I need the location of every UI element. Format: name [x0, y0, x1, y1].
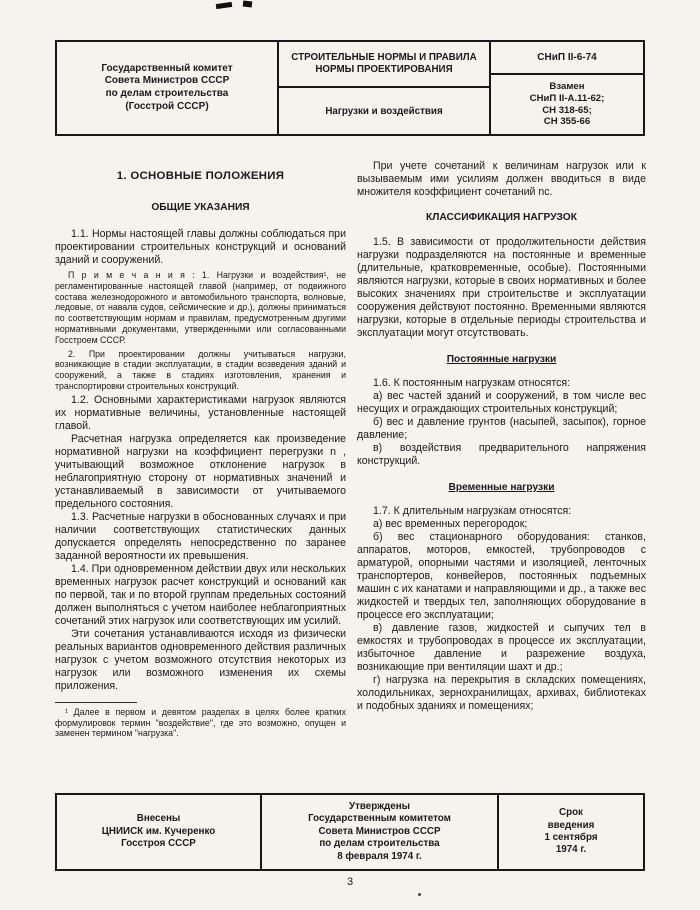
org-line-2: Совета Министров СССР — [104, 75, 230, 87]
effective-line-2: введения — [547, 819, 595, 831]
scan-artifact — [216, 2, 233, 9]
general-directions-heading: ОБЩИЕ УКАЗАНИЯ — [151, 202, 250, 213]
paragraph-1-6-item-a: а) вес частей зданий и сооружений, в том числе вес несущих и ограждающих строительных конструкций; — [357, 390, 646, 415]
paragraph-1-4: 1.4. При одновременном действии двух или нескольких временных нагрузок расчет конструкций и оснований как по первой, так и по второй группам предельных состояний должен выполняться с учетом наиболее неблагоприятных сочетаний этих нагрузок или соответствующих им усилий. — [55, 562, 346, 627]
paragraph-1-6-item-b: б) вес и давление грунтов (насыпей, засыпок), горное давление; — [357, 416, 646, 441]
replaces-label: Взамен — [549, 81, 585, 93]
approved-line-1: Утверждены — [349, 800, 410, 812]
paragraph-1-7: 1.7. К длительным нагрузкам относятся: — [373, 505, 572, 517]
page-number: 3 — [346, 876, 354, 888]
right-column — [357, 160, 646, 713]
org-line-4: (Госстрой СССР) — [125, 100, 209, 112]
document-code: СНиП II-6-74 — [537, 52, 597, 63]
doc-type-cell — [279, 42, 489, 88]
submitted-line-1: Внесены — [136, 813, 181, 825]
code-column — [491, 42, 643, 134]
paragraph-1-6-item-v: в) воздействия предварительного напряжения конструкций. — [357, 442, 646, 467]
paragraph-1-7-item-g: г) нагрузка на перекрытия в складских помещениях, холодильниках, зернохранилищах, архивах, библиотеках и подобных зданиях и помещениях; — [357, 674, 646, 712]
approved-line-2: Государственным комитетом — [308, 813, 451, 825]
replaces-cell — [491, 75, 643, 134]
left-column — [55, 166, 346, 739]
footnote: ¹ Далее в первом и девятом разделах в целях более кратких формулировок термин "воздействие", где это возможно, опущен и заменен термином "нагрузка". — [55, 706, 346, 739]
doc-type-line-2: НОРМЫ ПРОЕКТИРОВАНИЯ — [315, 64, 453, 75]
org-line-3: по делам строительства — [105, 88, 229, 99]
permanent-loads-heading: Постоянные нагрузки — [446, 354, 557, 365]
scan-artifact — [418, 893, 421, 896]
note-2: 2. При проектировании должны учитываться нагрузки, возникающие в стадии эксплуатации, в стадии возведения зданий и сооружений, а также в стадиях изготовления, хранения и транспортировки строительных конструкций. — [55, 348, 346, 391]
subject-title: Нагрузки и воздействия — [325, 105, 443, 117]
effective-line-1: Срок — [559, 807, 583, 819]
doc-type-line-1: СТРОИТЕЛЬНЫЕ НОРМЫ И ПРАВИЛА — [291, 52, 477, 63]
section-heading: 1. ОСНОВНЫЕ ПОЛОЖЕНИЯ — [116, 170, 285, 182]
paragraph-1-1: 1.1. Нормы настоящей главы должны соблюдаться при проектировании строительных конструкций и оснований зданий и сооружений. — [55, 228, 346, 266]
paragraph-1-7-item-a: а) вес временных перегородок; — [373, 518, 528, 530]
effective-date-cell — [499, 795, 643, 869]
paragraph-1-6: 1.6. К постоянным нагрузкам относятся: — [373, 377, 571, 389]
subject-cell — [279, 88, 489, 134]
scan-artifact — [243, 1, 253, 8]
doc-type-column — [279, 42, 491, 134]
paragraph-1-4-continuation: Эти сочетания устанавливаются исходя из физически реальных вариантов одновременного действия различных нагрузок с учетом возможного отсутствия некоторых из нагрузок или возможного изменения их схемы приложения. — [55, 627, 346, 692]
title-block — [55, 40, 645, 136]
submitted-by-cell — [57, 795, 262, 869]
paragraph-1-7-item-b: б) вес стационарного оборудования: станков, аппаратов, моторов, емкостей, трубопроводов с арматурой, опорными частями и изоляцией, ленточных транспортеров, конвейеров, постоянных подъемных машин с их канатами и направляющими и др., а также вес жидкостей и твердых тел, заполняющих оборудование в процессе его эксплуатации; — [357, 531, 646, 621]
approved-line-3: Совета Министров СССР — [318, 825, 441, 837]
submitted-line-3: Госстроя СССР — [121, 838, 196, 850]
paragraph-1-5: 1.5. В зависимости от продолжительности действия нагрузки подразделяются на постоянные и временные (длительные, кратковременные, особые). Постоянными являются нагрузки, которые в своих нормативных и более высоких значениях при строительстве и эксплуатации сооружения действуют постоянно. Временными являются нагрузки, которые в отдельные периоды строительства и эксплуатации могут отсутствовать. — [357, 236, 646, 339]
replaces-line-1: СНиП II-А.11-62; — [529, 92, 605, 104]
classification-heading: КЛАССИФИКАЦИЯ НАГРУЗОК — [426, 212, 577, 223]
footnote-rule — [55, 702, 137, 703]
paragraph-1-2: 1.2. Основными характеристиками нагрузок являются их нормативные величины, установленные настоящей главой. — [55, 393, 346, 432]
effective-line-3: 1 сентября — [544, 832, 598, 843]
issuing-org-cell — [57, 42, 279, 134]
replaces-line-3: СН 355-66 — [543, 116, 591, 128]
org-line-1: Государственный комитет — [101, 62, 233, 74]
approved-by-cell — [262, 795, 499, 869]
paragraph-combinations: При учете сочетаний к величинам нагрузок или к вызываемым ими усилиям должен вводиться в виде множителя коэффициент сочетаний nс. — [357, 160, 646, 198]
paragraph-1-2-continuation: Расчетная нагрузка определяется как произведение нормативной нагрузки на коэффициент перегрузки n , учитывающий возможное отклонение нагрузок в неблагоприятную сторону от нормативных значений и устанавливаемый в зависимости от учитываемого предельного состояния. — [55, 432, 346, 510]
approval-block — [55, 793, 645, 871]
submitted-line-2: ЦНИИСК им. Кучеренко — [101, 825, 216, 837]
replaces-line-2: СН 318-65; — [542, 104, 592, 116]
approved-line-4: по делам строительства — [319, 838, 440, 850]
code-cell — [491, 42, 643, 75]
paragraph-1-7-item-v: в) давление газов, жидкостей и сыпучих тел в емкостях и трубопроводах в процессе их эксплуатации, избыточное давление и разрежение воздуха, возникающие при вентиляции шахт и др.; — [357, 622, 646, 673]
note-1: П р и м е ч а н и я : 1. Нагрузки и воздействия¹, не регламентированные настоящей главой (например, от подвижного состава железнодорожного и автомобильного транспорта, волновые, ледовые, от навала судов, сейсмические и др.), должны приниматься по соответствующим нормам и правилам, предусмотренным другими нормативными документами, утвержденными или согласованными Госстроем СССР. — [55, 270, 346, 345]
effective-line-4: 1974 г. — [555, 844, 587, 856]
paragraph-1-3: 1.3. Расчетные нагрузки в обоснованных случаях и при наличии соответствующих статистических данных допускается определять непосредственно по заранее заданной вероятности их превышения. — [55, 510, 346, 562]
temporary-loads-heading: Временные нагрузки — [448, 482, 555, 493]
approved-line-5: 8 февраля 1974 г. — [337, 850, 422, 862]
